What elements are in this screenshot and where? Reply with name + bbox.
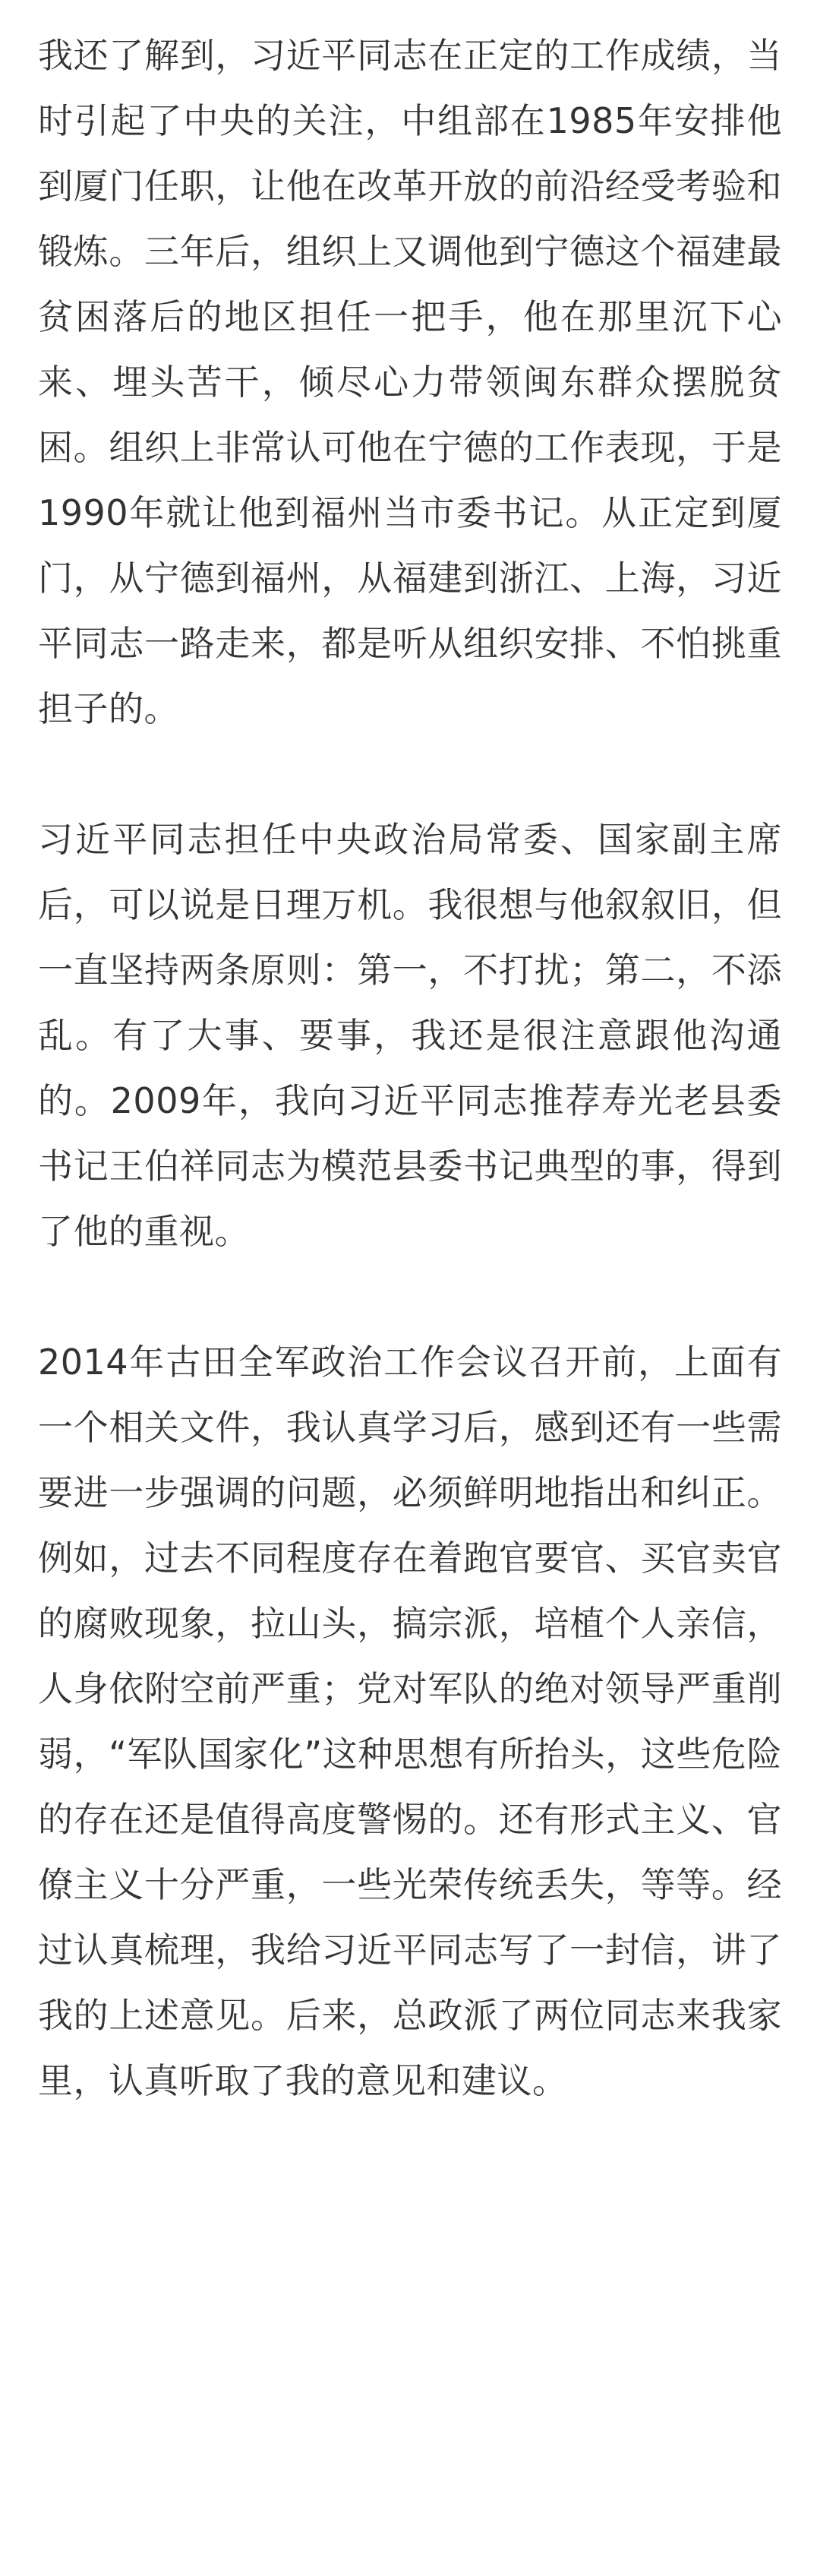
paragraph-3: 2014年古田全军政治工作会议召开前，上面有一个相关文件，我认真学习后，感到还有一些需要进一步强调的问题，必须鲜明地指出和纠正。例如，过去不同程度存在着跑官要官、买官卖官的腐败现象，拉山头，搞宗派，培植个人亲信，人身依附空前严重；党对军队的绝对领导严重削弱，“军队国家化”这种思想有所抬头，这些危险的存在还是值得高度警惕的。还有形式主义、官僚主义十分严重，一些光荣传统丢失，等等。经过认真梳理，我给习近平同志写了一封信，讲了我的上述意见。后来，总政派了两位同志来我家里，认真听取了我的意见和建议。 xyxy=(38,1342,782,2101)
paragraph-2: 习近平同志担任中央政治局常委、国家副主席后，可以说是日理万机。我很想与他叙叙旧，但一直坚持两条原则：第一，不打扰；第二，不添乱。有了大事、要事，我还是很注意跟他沟通的。2009年，我向习近平同志推荐寿光老县委书记王伯祥同志为模范县委书记典型的事，得到了他的重视。 xyxy=(38,819,782,1252)
paragraph-1: 我还了解到，习近平同志在正定的工作成绩，当时引起了中央的关注，中组部在1985年安排他到厦门任职，让他在改革开放的前沿经受考验和锻炼。三年后，组织上又调他到宁德这个福建最贫困落后的地区担任一把手，他在那里沉下心来、埋头苦干，倾尽心力带领闽东群众摆脱贫困。组织上非常认可他在宁德的工作表现，于是1990年就让他到福州当市委书记。从正定到厦门，从宁德到福州，从福建到浙江、上海，习近平同志一路走来，都是听从组织安排、不怕挑重担子的。 xyxy=(38,35,782,729)
article-body xyxy=(38,23,782,2113)
